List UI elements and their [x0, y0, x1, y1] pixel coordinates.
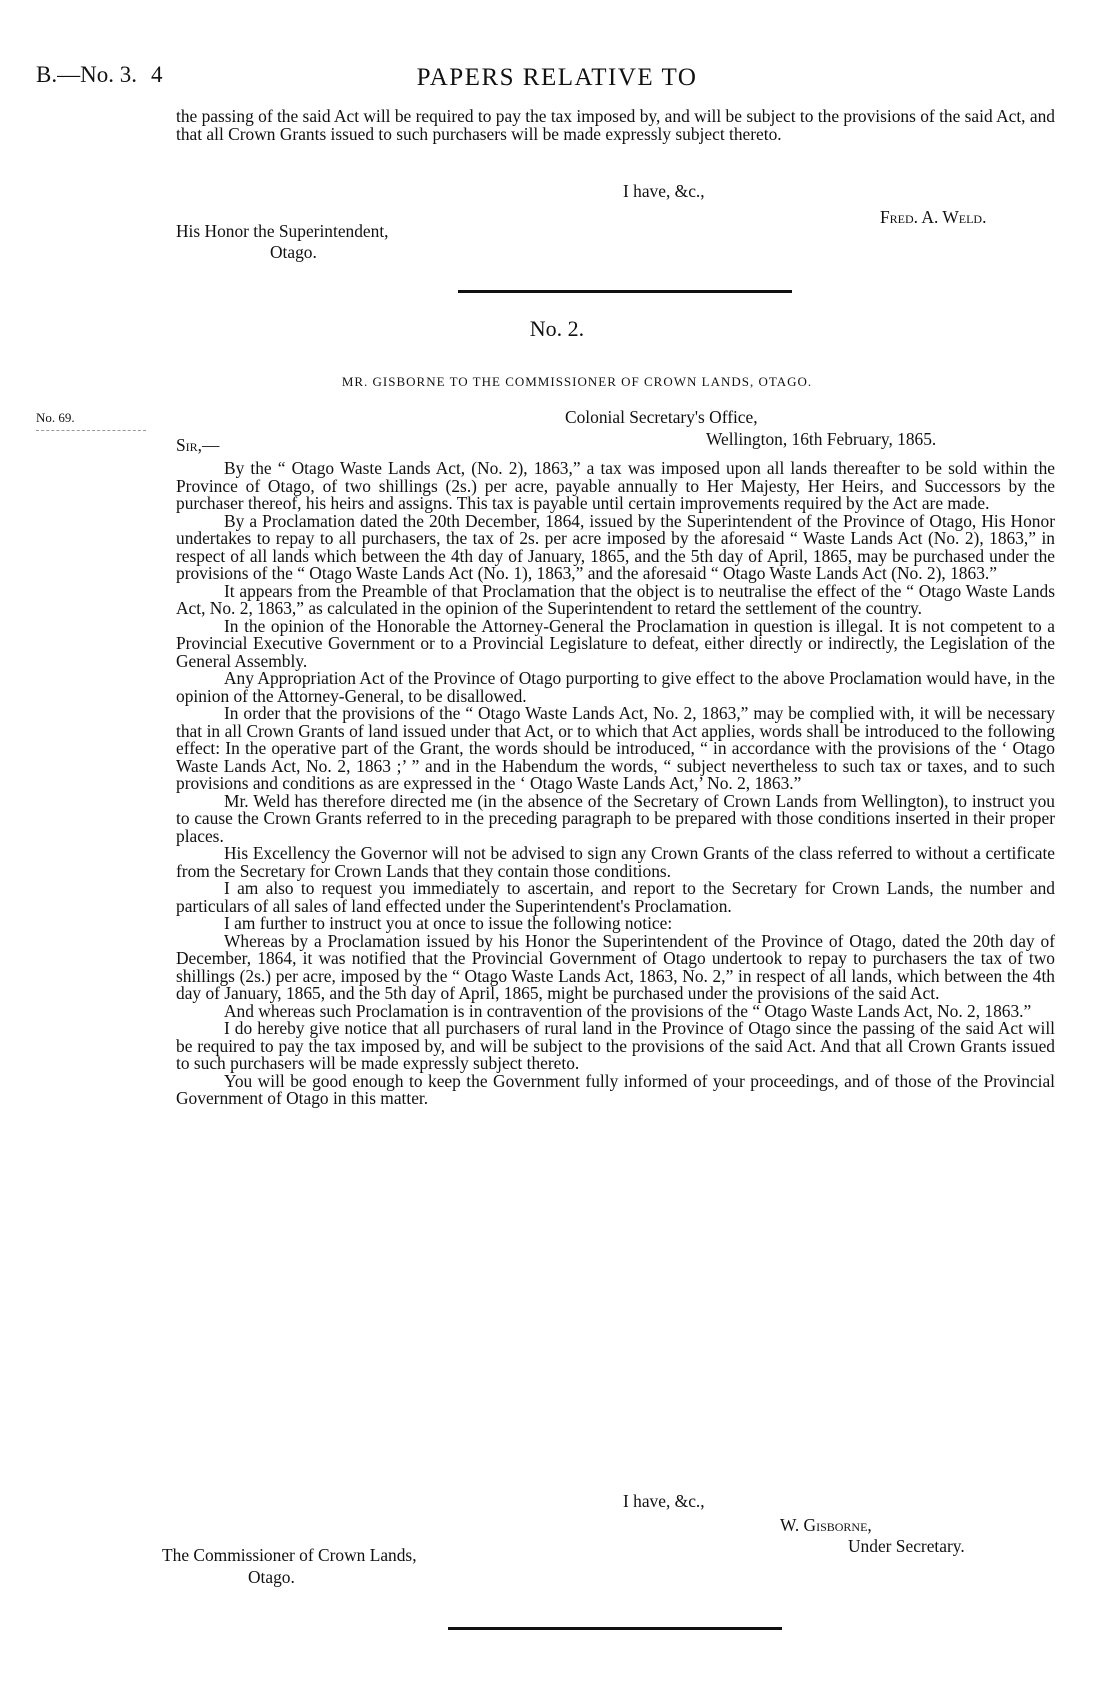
running-title: PAPERS RELATIVE TO [416, 64, 698, 91]
series-reference: B.—No. 3. [36, 62, 137, 87]
office-line: Colonial Secretary's Office, [565, 407, 758, 427]
body-paragraph: I am also to request you immediately to ascertain, and report to the Secretary for Crown Lands, the number and particulars of all sales of land effected under the Superintendent's Proclamation. [176, 878, 1055, 916]
body-paragraph: It appears from the Preamble of that Proclamation that the object is to neutralise the effect of the “ Otago Waste Lands Act, No. 2, 1863,” as calculated in the opinion of the Superintendent to retard the settlement of the country. [176, 580, 1055, 618]
letter2-addressee-line1: The Commissioner of Crown Lands, [162, 1545, 417, 1565]
letter1-addressee-line2: Otago. [270, 242, 317, 262]
body-paragraph: In the opinion of the Honorable the Attorney-General the Proclamation in question is illegal. It is not competent to a Provincial Executive Government or to a Provincial Legislature to defeat, either directly or indirectly, the Legislation of the General Assembly. [176, 615, 1055, 671]
margin-note: No. 69. [36, 410, 75, 425]
letter-number: No. 2. [529, 316, 585, 341]
body-paragraph: His Excellency the Governor will not be advised to sign any Crown Grants of the class referred to without a certificate from the Secretary for Crown Lands that they contain those conditions. [176, 843, 1055, 881]
notice-paragraph: And whereas such Proclamation is in contravention of the provisions of the “ Otago Waste Lands Act, No. 2, 1863.” [224, 1000, 1032, 1021]
page-number: 4 [150, 62, 163, 87]
letter1-closing: I have, &c., [623, 181, 705, 201]
notice-paragraph: Whereas by a Proclamation issued by his Honor the Superintendent of the Province of Otago, dated the 20th day of December, 1864, it was notified that the Provincial Government of Otago undertook to repay to purchasers the tax of two shillings (2s.) per acre, imposed by the “ Otago Waste Lands Act, 1863, No. 2,” in respect of all lands, which between the 4th day of January, 1865, and the 5th day of April, 1865, might be purchased under the provisions of the said Act. [176, 930, 1055, 1003]
body-paragraph: Mr. Weld has therefore directed me (in the absence of the Secretary of Crown Lands from Wellington), to instruct you to cause the Crown Grants referred to in the preceding paragraph to be prepared with those conditions inserted in their proper places. [176, 790, 1055, 846]
section-divider [458, 290, 792, 293]
letter2-signature: W. Gisborne, [780, 1515, 872, 1535]
place-date-line: Wellington, 16th February, 1865. [706, 429, 937, 449]
notice-paragraph: I do hereby give notice that all purchasers of rural land in the Province of Otago since the passing of the said Act will be required to pay the tax imposed by, and will be subject to the provisions of the said Act. And that all Crown Grants issued to such purchasers will be made expressly subject thereto. [176, 1018, 1055, 1073]
letter-body [176, 460, 1055, 1108]
margin-divider [36, 430, 146, 431]
letter1-signature: Fred. A. Weld. [880, 207, 987, 227]
letter2-signature-title: Under Secretary. [848, 1536, 965, 1556]
body-paragraph: Any Appropriation Act of the Province of Otago purporting to give effect to the above Proclamation would have, in the opinion of the Attorney-General, to be disallowed. [176, 668, 1055, 706]
letter2-closing: I have, &c., [623, 1491, 705, 1511]
body-paragraph: By the “ Otago Waste Lands Act, (No. 2), 1863,” a tax was imposed upon all lands thereafter to be sold within the Province of Otago, of two shillings (2s.) per acre, payable annually to Her Majesty, Her Heirs, and Successors by the purchaser thereof, his heirs and assigns. This tax is payable until certain improvements required by the Act are made. [176, 458, 1055, 513]
salutation: Sir,— [176, 435, 220, 455]
body-paragraph: In order that the provisions of the “ Otago Waste Lands Act, No. 2, 1863,” may be complied with, it will be necessary that in all Crown Grants of land issued under that Act, or to which that Act applies, words shall be introduced to the following effect: In the operative part of the Grant, the words should be introduced, “ in accordance with the provisions of the ‘ Otago Waste Lands Act, No. 2, 1863 ;’ ” and in the Habendum the words, “ subject nevertheless to such tax or taxes, and to such provisions and conditions as are expressed in the ‘ Otago Waste Lands Act,’ No. 2, 1863.” [176, 703, 1055, 793]
body-paragraph: You will be good enough to keep the Government fully informed of your proceedings, and of those of the Provincial Government of Otago in this matter. [176, 1070, 1055, 1108]
letter1-closing-paragraph: the passing of the said Act will be required to pay the tax imposed by, and will be subject to the provisions of the said Act, and that all Crown Grants issued to such purchasers will be made expressly subject thereto. [176, 106, 1055, 144]
body-paragraph: I am further to instruct you at once to issue the following notice: [224, 913, 673, 933]
letter2-addressee-line2: Otago. [248, 1567, 295, 1587]
letter1-addressee-line1: His Honor the Superintendent, [176, 221, 389, 241]
letter-heading: MR. GISBORNE TO THE COMMISSIONER OF CROWN LANDS, OTAGO. [341, 374, 813, 389]
body-paragraph: By a Proclamation dated the 20th December, 1864, issued by the Superintendent of the Province of Otago, His Honor undertakes to repay to all purchasers, the tax of 2s. per acre imposed by the aforesaid “ Waste Lands Act (No. 2), 1863,” in respect of all lands which between the 4th day of January, 1865, and the 5th day of April, 1865, may be purchased under the provisions of the “ Otago Waste Lands Act (No. 1), 1863,” and the aforesaid “ Otago Waste Lands Act (No. 2), 1863.” [176, 510, 1055, 583]
section-divider [448, 1627, 782, 1630]
